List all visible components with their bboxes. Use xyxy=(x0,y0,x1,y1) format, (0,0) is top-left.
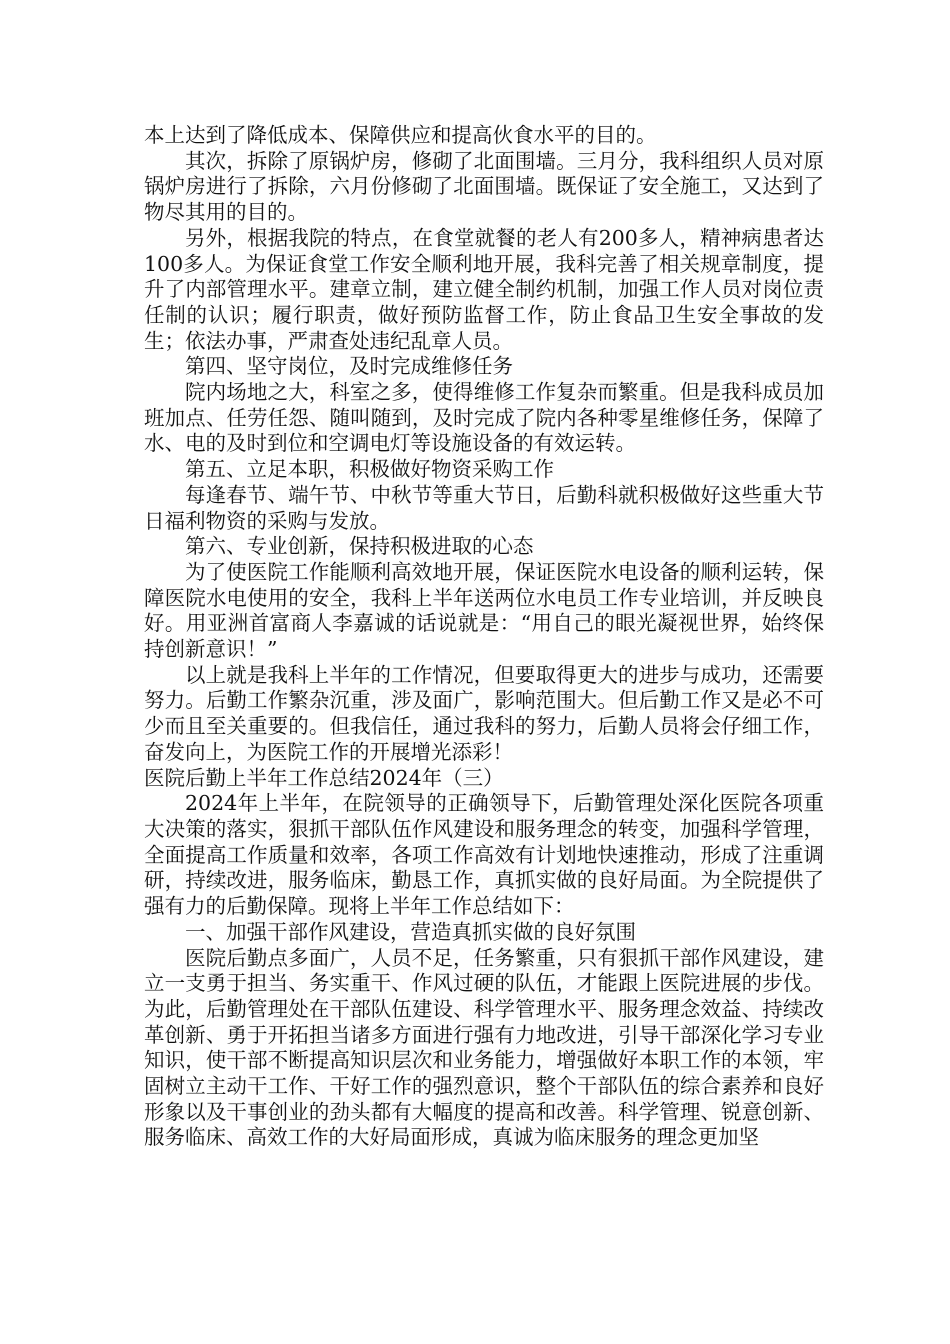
section-heading-4: 第四、坚守岗位，及时完成维修任务 xyxy=(185,354,513,379)
section-heading-6: 第六、专业创新，保持积极进取的心态 xyxy=(185,534,534,559)
paragraph-3: 另外，根据我院的特点，在食堂就餐的老人有200多人，精神病患者达100多人。为保证食堂工作安全顺利地开展，我科完善了相关规章制度，提升了内部管理水平。建章立制，建立健全制约机制，加强工作人员对岗位责任制的认识；履行职责，做好预防监督工作，防止食品卫生安全事故的发生；依法办事，严肃查处违纪乱章人员。 xyxy=(144,225,824,353)
paragraph-7: 每逢春节、端午节、中秋节等重大节日，后勤科就积极做好这些重大节日福利物资的采购与发放。 xyxy=(144,482,824,533)
paragraph-14: 医院后勤点多面广，人员不足，任务繁重，只有狠抓干部作风建设，建立一支勇于担当、务实重干、作风过硬的队伍，才能跟上医院进展的步伐。为此，后勤管理处在干部队伍建设、科学管理水平、服务理念效益、持续改革创新、勇于开拓担当诸多方面进行强有力地改进，引导干部深化学习专业知识，使干部不断提高知识层次和业务能力，增强做好本职工作的本领，牢固树立主动干工作、干好工作的强烈意识，整个干部队伍的综合素养和良好形象以及干事创业的劲头都有大幅度的提高和改善。科学管理、锐意创新、服务临床、高效工作的大好局面形成，真诚为临床服务的理念更加坚 xyxy=(144,945,824,1150)
section-heading-1: 一、加强干部作风建设，营造真抓实做的良好氛围 xyxy=(185,919,636,944)
document-body xyxy=(144,123,824,1151)
paragraph-10: 以上就是我科上半年的工作情况，但要取得更大的进步与成功，还需要努力。后勤工作繁杂沉重，涉及面广，影响范围大。但后勤工作又是必不可少而且至关重要的。但我信任，通过我科的努力，后勤人员将会仔细工作，奋发向上，为医院工作的开展增光添彩！ xyxy=(144,662,824,764)
section-heading-5: 第五、立足本职，积极做好物资采购工作 xyxy=(185,457,554,482)
document-title: 医院后勤上半年工作总结2024年（三） xyxy=(144,765,504,790)
paragraph-5: 院内场地之大，科室之多，使得维修工作复杂而繁重。但是我科成员加班加点、任劳任怨、随叫随到，及时完成了院内各种零星维修任务，保障了水、电的及时到位和空调电灯等设施设备的有效运转。 xyxy=(144,380,824,456)
paragraph-9: 为了使医院工作能顺利高效地开展，保证医院水电设备的顺利运转，保障医院水电使用的安全，我科上半年送两位水电员工作专业培训，并反映良好。用亚洲首富商人李嘉诚的话说就是：“用自己的眼光凝视世界，始终保持创新意识！” xyxy=(144,559,824,662)
paragraph-2: 其次，拆除了原锅炉房，修砌了北面围墙。三月分，我科组织人员对原锅炉房进行了拆除，六月份修砌了北面围墙。既保证了安全施工，又达到了物尽其用的目的。 xyxy=(144,148,824,225)
paragraph-1: 本上达到了降低成本、保障供应和提高伙食水平的目的。 xyxy=(144,123,657,147)
paragraph-12: 2024年上半年，在院领导的正确领导下，后勤管理处深化医院各项重大决策的落实，狠抓干部队伍作风建设和服务理念的转变，加强科学管理，全面提高工作质量和效率，各项工作高效有计划地快速推动，形成了注重调研，持续改进，服务临床，勤恳工作，真抓实做的良好局面。为全院提供了强有力的后勤保障。现将上半年工作总结如下： xyxy=(144,791,824,919)
